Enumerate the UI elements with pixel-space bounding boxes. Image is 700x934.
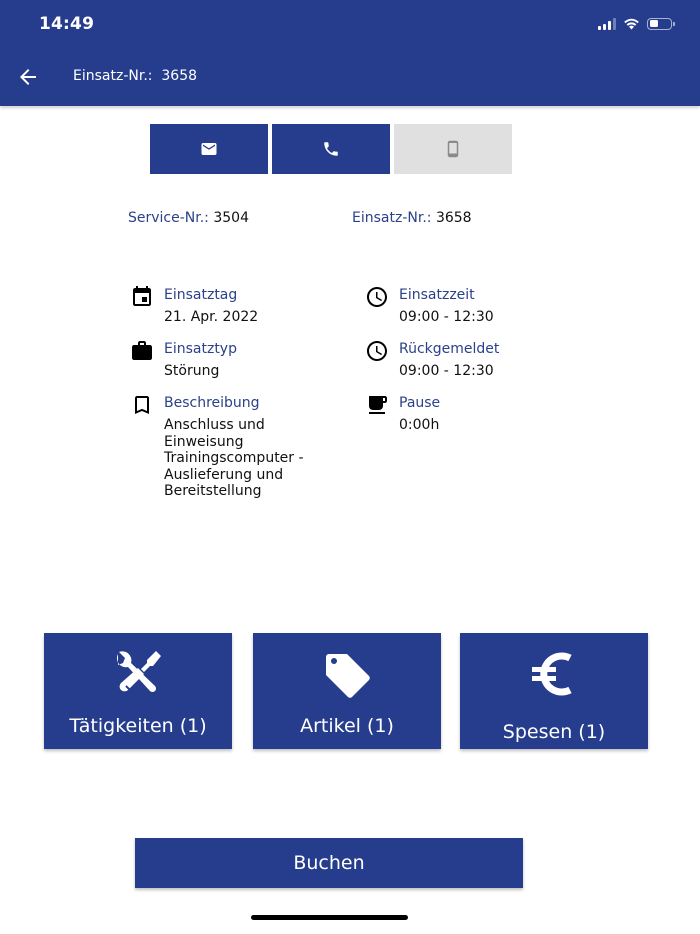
detail-value: Anschluss und Einweisung Trainingscomputer - Auslieferung und Bereitstellung — [164, 417, 304, 499]
detail-label: Einsatzzeit — [399, 287, 475, 303]
tile-label: Artikel (1) — [300, 715, 394, 737]
taetigkeiten-tile[interactable] — [44, 633, 232, 749]
phone-icon — [322, 140, 340, 158]
einsatz-number — [352, 210, 472, 226]
home-indicator[interactable] — [251, 915, 408, 920]
detail-label: Beschreibung — [164, 395, 260, 411]
detail-label: Rückgemeldet — [399, 341, 500, 357]
mobile-phone-button[interactable] — [394, 124, 512, 174]
mobile-phone-icon — [444, 140, 462, 158]
wifi-icon — [623, 17, 640, 30]
phone-button[interactable] — [272, 124, 390, 174]
detail-label: Pause — [399, 395, 441, 411]
coffee-icon — [365, 393, 389, 417]
clock-icon — [365, 339, 389, 363]
tile-label: Tätigkeiten (1) — [69, 715, 207, 737]
detail-label: Einsatztyp — [164, 341, 237, 357]
tag-icon — [319, 646, 375, 702]
detail-value: 09:00 - 12:30 — [399, 309, 494, 325]
tools-icon — [110, 646, 166, 702]
service-number — [128, 210, 249, 226]
battery-icon — [647, 18, 672, 30]
calendar-icon — [130, 285, 154, 309]
service-number-value: 3504 — [213, 210, 249, 226]
briefcase-icon — [130, 339, 154, 363]
email-icon — [200, 140, 218, 158]
detail-value: Störung — [164, 363, 220, 379]
detail-label: Einsatztag — [164, 287, 238, 303]
artikel-tile[interactable] — [253, 633, 441, 749]
book-button[interactable]: Buchen — [135, 838, 523, 888]
spesen-tile[interactable] — [460, 633, 648, 749]
tile-label: Spesen (1) — [502, 721, 606, 743]
back-arrow-icon[interactable] — [16, 65, 40, 89]
einsatz-number-label: Einsatz-Nr.: — [352, 210, 432, 226]
page-title: Einsatz-Nr.: 3658 — [73, 68, 198, 84]
app-bar — [0, 0, 700, 106]
contact-buttons — [150, 124, 512, 174]
email-button[interactable] — [150, 124, 268, 174]
clock-icon — [365, 285, 389, 309]
detail-value: 09:00 - 12:30 — [399, 363, 494, 379]
detail-value: 21. Apr. 2022 — [164, 309, 259, 325]
signal-icon — [598, 18, 616, 30]
bookmark-icon — [130, 393, 154, 417]
status-time: 14:49 — [39, 14, 95, 34]
euro-icon — [526, 646, 582, 702]
status-icons — [598, 17, 672, 30]
detail-value: 0:00h — [399, 417, 440, 433]
einsatz-number-value: 3658 — [435, 210, 472, 226]
service-number-label: Service-Nr.: — [128, 210, 209, 226]
